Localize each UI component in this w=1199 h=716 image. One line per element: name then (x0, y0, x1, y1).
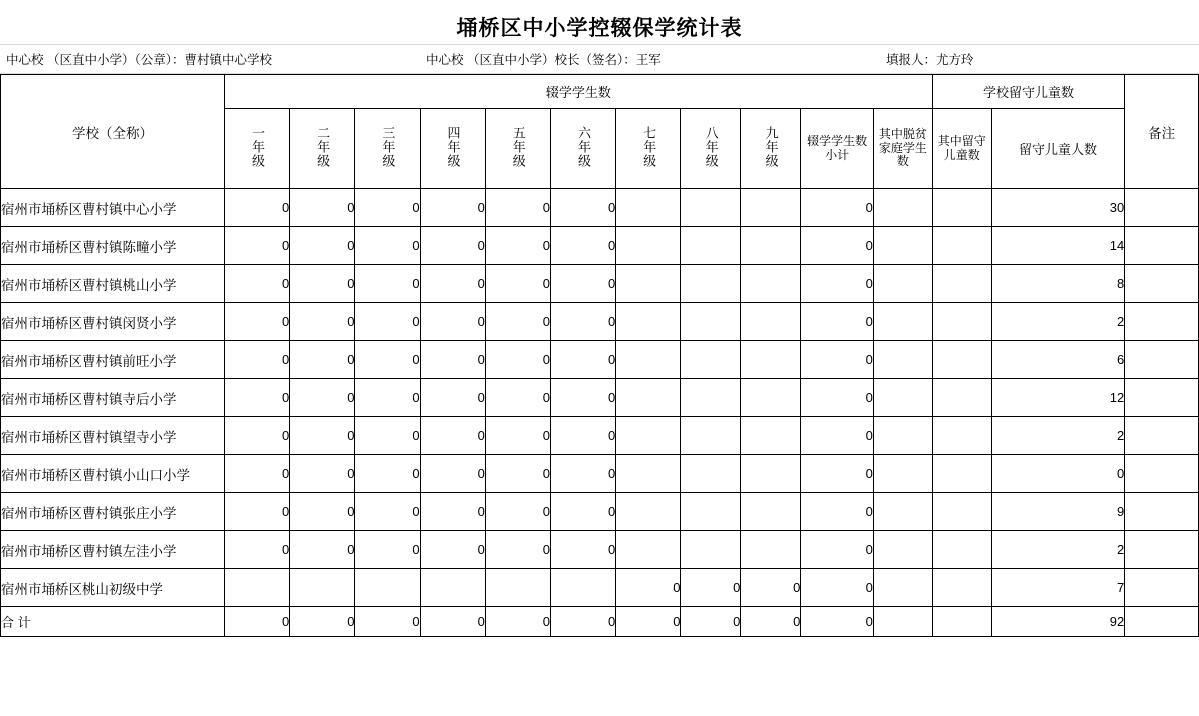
cell-left-behind-within[interactable] (932, 379, 991, 417)
cell-remark[interactable] (1125, 417, 1199, 455)
total-grade-2[interactable]: 0 (290, 607, 355, 637)
cell-left-behind-within[interactable] (932, 341, 991, 379)
row-school-name: 宿州市埇桥区曹村镇桃山小学 (1, 265, 225, 303)
total-grade-8[interactable]: 0 (681, 607, 741, 637)
cell-grade-6[interactable]: 0 (551, 265, 616, 303)
header-poverty-students: 其中脱贫家庭学生数 (873, 109, 932, 189)
cell-left-behind-count[interactable]: 9 (991, 493, 1125, 531)
total-row[interactable] (1, 607, 1199, 637)
total-grade-6[interactable]: 0 (551, 607, 616, 637)
cell-grade-7[interactable] (616, 417, 681, 455)
cell-grade-8[interactable] (681, 341, 741, 379)
cell-grade-8[interactable]: 0 (681, 569, 741, 607)
table-row[interactable] (1, 379, 1199, 417)
cell-poverty[interactable] (873, 455, 932, 493)
table-row[interactable] (1, 265, 1199, 303)
cell-left-behind-count[interactable]: 12 (991, 379, 1125, 417)
header-grade-7: 七年级 (616, 109, 681, 189)
cell-grade-9[interactable] (741, 455, 801, 493)
cell-subtotal[interactable]: 0 (801, 569, 874, 607)
total-grade-5[interactable]: 0 (485, 607, 550, 637)
cell-grade-8[interactable] (681, 379, 741, 417)
cell-subtotal[interactable]: 0 (801, 455, 874, 493)
row-school-name: 宿州市埇桥区曹村镇闵贤小学 (1, 303, 225, 341)
cell-grade-8[interactable] (681, 189, 741, 227)
cell-grade-4[interactable]: 0 (420, 379, 485, 417)
cell-grade-7[interactable] (616, 379, 681, 417)
cell-subtotal[interactable]: 0 (801, 417, 874, 455)
cell-left-behind-count[interactable]: 14 (991, 227, 1125, 265)
cell-subtotal[interactable]: 0 (801, 227, 874, 265)
cell-grade-2[interactable]: 0 (290, 531, 355, 569)
cell-grade-6[interactable]: 0 (551, 303, 616, 341)
cell-grade-2[interactable]: 0 (290, 379, 355, 417)
row-school-name: 宿州市埇桥区曹村镇张庄小学 (1, 493, 225, 531)
cell-grade-6[interactable]: 0 (551, 341, 616, 379)
total-poverty[interactable] (873, 607, 932, 637)
header-left-behind-count: 留守儿童人数 (991, 109, 1125, 189)
total-label: 合 计 (1, 607, 225, 637)
cell-grade-8[interactable] (681, 227, 741, 265)
table-row[interactable] (1, 303, 1199, 341)
cell-grade-2[interactable]: 0 (290, 189, 355, 227)
center-school-label: 中心校 （区直中小学）（公章）：曹村镇中心学校 (6, 53, 272, 67)
cell-grade-8[interactable] (681, 265, 741, 303)
table-row[interactable] (1, 189, 1199, 227)
cell-grade-6[interactable]: 0 (551, 455, 616, 493)
table-body (1, 189, 1199, 637)
cell-grade-3[interactable]: 0 (355, 379, 420, 417)
cell-grade-3[interactable]: 0 (355, 493, 420, 531)
cell-grade-1[interactable]: 0 (225, 341, 290, 379)
cell-grade-6[interactable]: 0 (551, 417, 616, 455)
cell-poverty[interactable] (873, 189, 932, 227)
cell-grade-9[interactable] (741, 531, 801, 569)
cell-grade-2[interactable]: 0 (290, 265, 355, 303)
row-school-name: 宿州市埇桥区曹村镇小山口小学 (1, 455, 225, 493)
cell-subtotal[interactable]: 0 (801, 303, 874, 341)
cell-left-behind-within[interactable] (932, 303, 991, 341)
cell-poverty[interactable] (873, 227, 932, 265)
header-grade-5: 五年级 (485, 109, 550, 189)
cell-grade-2[interactable] (290, 569, 355, 607)
cell-remark[interactable] (1125, 531, 1199, 569)
cell-left-behind-within[interactable] (932, 569, 991, 607)
cell-grade-7[interactable] (616, 303, 681, 341)
cell-grade-5[interactable]: 0 (485, 265, 550, 303)
cell-grade-6[interactable] (551, 569, 616, 607)
cell-grade-1[interactable]: 0 (225, 265, 290, 303)
cell-subtotal[interactable]: 0 (801, 531, 874, 569)
cell-remark[interactable] (1125, 379, 1199, 417)
cell-grade-3[interactable]: 0 (355, 455, 420, 493)
cell-grade-2[interactable]: 0 (290, 455, 355, 493)
cell-subtotal[interactable]: 0 (801, 493, 874, 531)
cell-grade-4[interactable]: 0 (420, 455, 485, 493)
cell-grade-4[interactable]: 0 (420, 493, 485, 531)
cell-grade-1[interactable] (225, 569, 290, 607)
meta-row (0, 44, 1199, 74)
cell-poverty[interactable] (873, 417, 932, 455)
cell-grade-4[interactable]: 0 (420, 303, 485, 341)
cell-grade-4[interactable]: 0 (420, 531, 485, 569)
cell-grade-3[interactable]: 0 (355, 417, 420, 455)
cell-grade-7[interactable] (616, 455, 681, 493)
table-row[interactable] (1, 227, 1199, 265)
cell-left-behind-within[interactable] (932, 417, 991, 455)
row-school-name: 宿州市埇桥区曹村镇寺后小学 (1, 379, 225, 417)
cell-grade-9[interactable] (741, 341, 801, 379)
cell-grade-1[interactable]: 0 (225, 189, 290, 227)
cell-grade-5[interactable]: 0 (485, 189, 550, 227)
cell-left-behind-count[interactable]: 2 (991, 303, 1125, 341)
cell-remark[interactable] (1125, 455, 1199, 493)
reporter-label: 填报人：尤方玲 (886, 53, 974, 67)
cell-grade-8[interactable] (681, 531, 741, 569)
cell-grade-6[interactable]: 0 (551, 493, 616, 531)
cell-grade-1[interactable]: 0 (225, 417, 290, 455)
cell-poverty[interactable] (873, 531, 932, 569)
cell-grade-7[interactable]: 0 (616, 569, 681, 607)
header-left-behind-within: 其中留守儿童数 (932, 109, 991, 189)
cell-grade-9[interactable] (741, 227, 801, 265)
cell-subtotal[interactable]: 0 (801, 379, 874, 417)
cell-grade-2[interactable]: 0 (290, 417, 355, 455)
cell-grade-4[interactable]: 0 (420, 265, 485, 303)
cell-poverty[interactable] (873, 265, 932, 303)
cell-grade-8[interactable] (681, 455, 741, 493)
cell-grade-3[interactable]: 0 (355, 303, 420, 341)
total-subtotal[interactable]: 0 (801, 607, 874, 637)
cell-subtotal[interactable]: 0 (801, 265, 874, 303)
table-row[interactable] (1, 531, 1199, 569)
row-school-name: 宿州市埇桥区桃山初级中学 (1, 569, 225, 607)
header-grade-8: 八年级 (681, 109, 741, 189)
cell-poverty[interactable] (873, 379, 932, 417)
header-grade-4: 四年级 (420, 109, 485, 189)
table-row[interactable] (1, 569, 1199, 607)
header-grade-1: 一年级 (225, 109, 290, 189)
cell-grade-3[interactable]: 0 (355, 531, 420, 569)
header-school: 学校（全称） (1, 75, 225, 189)
cell-grade-6[interactable]: 0 (551, 531, 616, 569)
cell-grade-1[interactable]: 0 (225, 493, 290, 531)
cell-grade-1[interactable]: 0 (225, 379, 290, 417)
cell-grade-5[interactable]: 0 (485, 455, 550, 493)
cell-left-behind-within[interactable] (932, 189, 991, 227)
cell-remark[interactable] (1125, 493, 1199, 531)
cell-poverty[interactable] (873, 569, 932, 607)
cell-left-behind-within[interactable] (932, 493, 991, 531)
cell-grade-3[interactable]: 0 (355, 341, 420, 379)
table-row[interactable] (1, 341, 1199, 379)
cell-left-behind-count[interactable]: 6 (991, 341, 1125, 379)
cell-grade-8[interactable] (681, 303, 741, 341)
total-grade-7[interactable]: 0 (616, 607, 681, 637)
cell-grade-3[interactable]: 0 (355, 227, 420, 265)
cell-grade-7[interactable] (616, 341, 681, 379)
cell-grade-2[interactable]: 0 (290, 493, 355, 531)
cell-grade-2[interactable]: 0 (290, 341, 355, 379)
cell-grade-7[interactable] (616, 189, 681, 227)
cell-grade-5[interactable]: 0 (485, 417, 550, 455)
row-school-name: 宿州市埇桥区曹村镇望寺小学 (1, 417, 225, 455)
cell-remark[interactable] (1125, 265, 1199, 303)
cell-grade-7[interactable] (616, 227, 681, 265)
cell-left-behind-within[interactable] (932, 531, 991, 569)
cell-left-behind-within[interactable] (932, 265, 991, 303)
cell-grade-1[interactable]: 0 (225, 531, 290, 569)
cell-remark[interactable] (1125, 569, 1199, 607)
cell-grade-6[interactable]: 0 (551, 227, 616, 265)
total-grade-9[interactable]: 0 (741, 607, 801, 637)
cell-remark[interactable] (1125, 303, 1199, 341)
cell-grade-3[interactable]: 0 (355, 265, 420, 303)
cell-poverty[interactable] (873, 303, 932, 341)
cell-grade-5[interactable]: 0 (485, 493, 550, 531)
header-grade-2: 二年级 (290, 109, 355, 189)
total-grade-3[interactable]: 0 (355, 607, 420, 637)
cell-grade-2[interactable]: 0 (290, 227, 355, 265)
page-title: 埇桥区中小学控辍保学统计表 (456, 17, 743, 40)
cell-subtotal[interactable]: 0 (801, 341, 874, 379)
cell-grade-8[interactable] (681, 493, 741, 531)
cell-remark[interactable] (1125, 341, 1199, 379)
statistics-table (0, 74, 1199, 637)
cell-grade-9[interactable] (741, 493, 801, 531)
header-dropout-subtotal: 辍学学生数小计 (801, 109, 874, 189)
cell-grade-9[interactable]: 0 (741, 569, 801, 607)
total-grade-1[interactable]: 0 (225, 607, 290, 637)
total-left-behind-within[interactable] (932, 607, 991, 637)
cell-grade-5[interactable]: 0 (485, 379, 550, 417)
table-row[interactable] (1, 417, 1199, 455)
row-school-name: 宿州市埇桥区曹村镇中心小学 (1, 189, 225, 227)
cell-grade-9[interactable] (741, 303, 801, 341)
header-left-behind-group: 学校留守儿童数 (932, 75, 1124, 109)
row-school-name: 宿州市埇桥区曹村镇陈疃小学 (1, 227, 225, 265)
cell-left-behind-count[interactable]: 7 (991, 569, 1125, 607)
cell-remark[interactable] (1125, 227, 1199, 265)
cell-grade-9[interactable] (741, 189, 801, 227)
total-left-behind-count[interactable]: 92 (991, 607, 1125, 637)
cell-grade-3[interactable]: 0 (355, 189, 420, 227)
cell-grade-8[interactable] (681, 417, 741, 455)
cell-left-behind-count[interactable]: 2 (991, 531, 1125, 569)
header-grade-9: 九年级 (741, 109, 801, 189)
cell-grade-6[interactable]: 0 (551, 379, 616, 417)
header-grade-6: 六年级 (551, 109, 616, 189)
cell-grade-3[interactable] (355, 569, 420, 607)
row-school-name: 宿州市埇桥区曹村镇前旺小学 (1, 341, 225, 379)
cell-grade-6[interactable]: 0 (551, 189, 616, 227)
cell-poverty[interactable] (873, 341, 932, 379)
table-row[interactable] (1, 455, 1199, 493)
cell-left-behind-within[interactable] (932, 227, 991, 265)
total-remark[interactable] (1125, 607, 1199, 637)
cell-grade-1[interactable]: 0 (225, 227, 290, 265)
cell-left-behind-count[interactable]: 30 (991, 189, 1125, 227)
cell-left-behind-count[interactable]: 0 (991, 455, 1125, 493)
cell-grade-7[interactable] (616, 493, 681, 531)
cell-grade-7[interactable] (616, 531, 681, 569)
cell-grade-4[interactable]: 0 (420, 189, 485, 227)
cell-grade-5[interactable]: 0 (485, 531, 550, 569)
cell-grade-9[interactable] (741, 265, 801, 303)
cell-grade-1[interactable]: 0 (225, 303, 290, 341)
cell-left-behind-within[interactable] (932, 455, 991, 493)
cell-grade-4[interactable] (420, 569, 485, 607)
cell-grade-5[interactable]: 0 (485, 303, 550, 341)
cell-grade-5[interactable]: 0 (485, 227, 550, 265)
cell-grade-5[interactable]: 0 (485, 341, 550, 379)
cell-left-behind-count[interactable]: 8 (991, 265, 1125, 303)
cell-poverty[interactable] (873, 493, 932, 531)
cell-remark[interactable] (1125, 189, 1199, 227)
cell-grade-1[interactable]: 0 (225, 455, 290, 493)
table-row[interactable] (1, 493, 1199, 531)
total-grade-4[interactable]: 0 (420, 607, 485, 637)
cell-grade-9[interactable] (741, 417, 801, 455)
principal-label: 中心校 （区直中小学）校长（签名）：王军 (426, 53, 661, 67)
cell-grade-7[interactable] (616, 265, 681, 303)
cell-grade-4[interactable]: 0 (420, 227, 485, 265)
header-dropout-group: 辍学学生数 (225, 75, 933, 109)
cell-grade-9[interactable] (741, 379, 801, 417)
header-grade-3: 三年级 (355, 109, 420, 189)
cell-grade-4[interactable]: 0 (420, 341, 485, 379)
header-remark: 备注 (1125, 75, 1199, 189)
cell-grade-4[interactable]: 0 (420, 417, 485, 455)
cell-left-behind-count[interactable]: 2 (991, 417, 1125, 455)
row-school-name: 宿州市埇桥区曹村镇左洼小学 (1, 531, 225, 569)
cell-grade-5[interactable] (485, 569, 550, 607)
cell-grade-2[interactable]: 0 (290, 303, 355, 341)
cell-subtotal[interactable]: 0 (801, 189, 874, 227)
